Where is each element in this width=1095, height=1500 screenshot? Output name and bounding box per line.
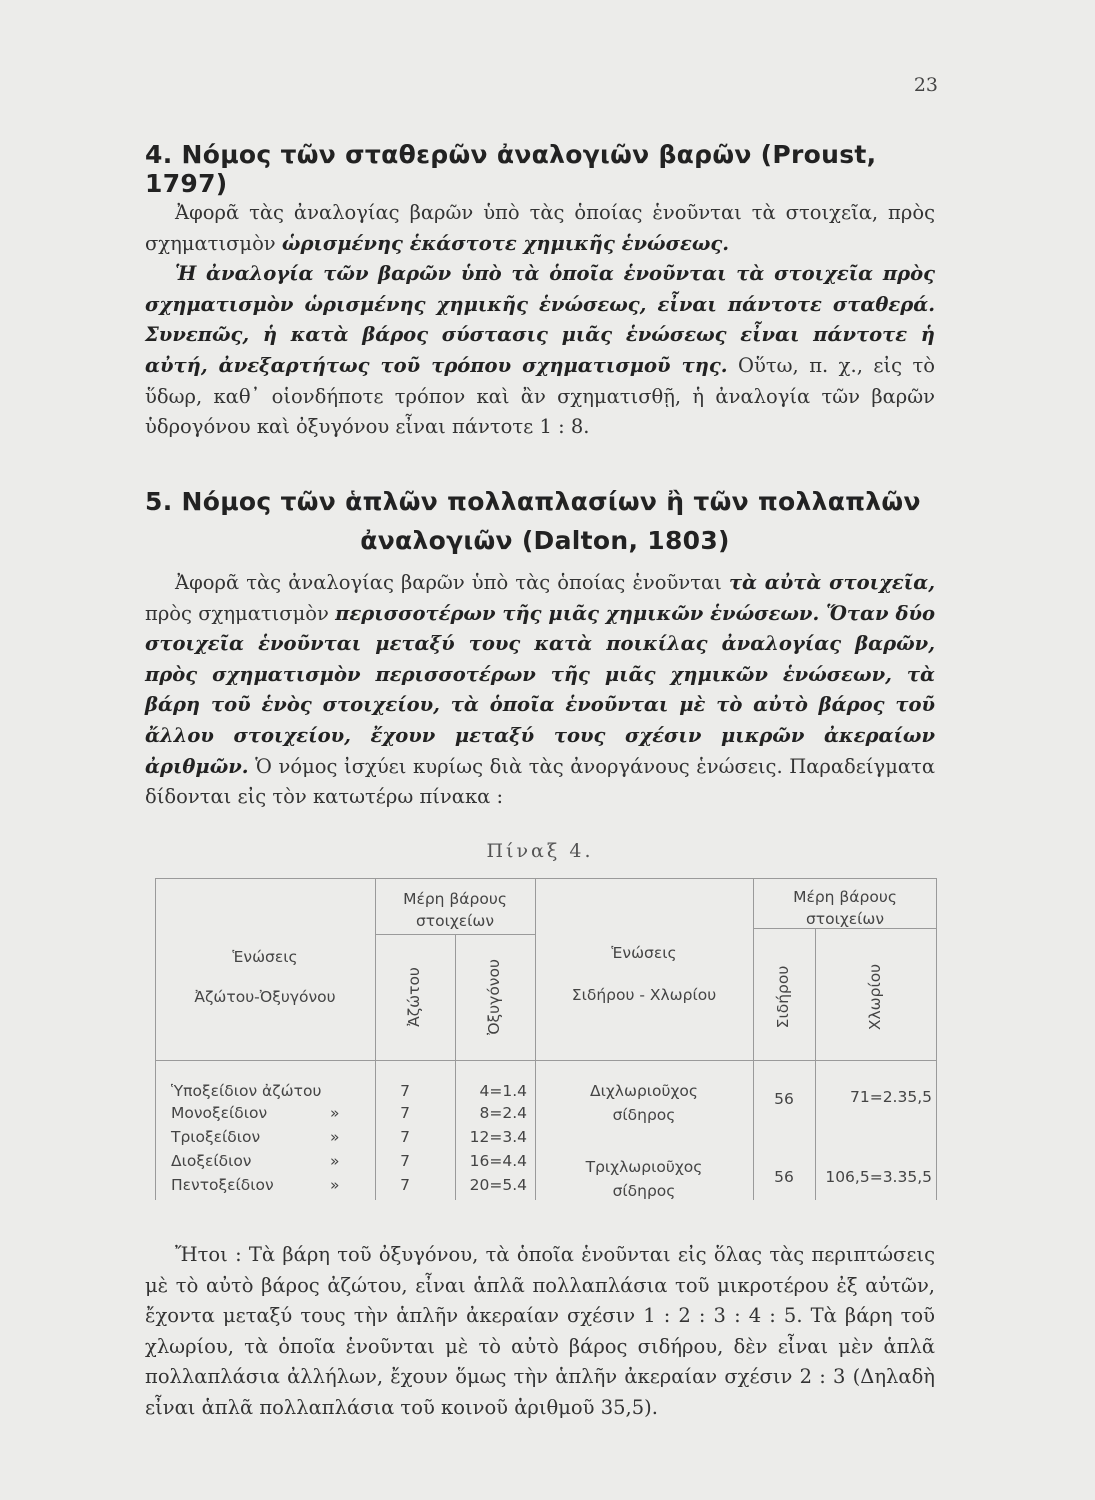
nitrogen-value: 7 bbox=[400, 1104, 410, 1122]
closing-paragraph: Ἤτοι : Τὰ βάρη τοῦ ὀξυγόνου, τὰ ὁποῖα ἑνοῦνται εἰς ὅλας τὰς περιπτώσεις μὲ τὸ αὐτὸ βάρος ἀζώτου, εἶναι ἁπλᾶ πολλαπλάσια τοῦ μικροτέρου ἐξ αὐτῶν, ἔχοντα μεταξύ τους τὴν ἁπλῆν ἀκεραίαν σχέσιν 1 : 2 : 3 : 4 : 5. Τὰ βάρη τοῦ χλωρίου, τὰ ὁποῖα ἑνοῦνται μὲ τὸ αὐτὸ βάρος σιδήρου, δὲν εἶναι μὲν ἁπλᾶ πολλαπλάσια ἀλλήλων, ἔχουν ὅμως τὴν ἁπλῆν ἀκεραίαν σχέσιν 2 : 3 (Δηλαδὴ εἶναι ἁπλᾶ πολλαπλάσια τοῦ κοινοῦ ἀριθμοῦ 35,5). bbox=[145, 1243, 935, 1419]
left-group-header: Μέρη βάρους στοιχείων bbox=[403, 890, 507, 930]
nitrogen-value: 7 bbox=[400, 1176, 410, 1194]
left-label-line2: Ἀζώτου-Ὀξυγόνου bbox=[194, 988, 336, 1006]
compound-name: Διοξείδιον bbox=[171, 1152, 252, 1170]
ditto-mark: » bbox=[330, 1152, 340, 1170]
iron-value: 56 bbox=[774, 1168, 794, 1186]
chlorine-value: 71=2.35,5 bbox=[849, 1088, 932, 1106]
oxygen-value: 4=1.4 bbox=[479, 1082, 527, 1100]
section-4-heading: 4. Νόμος τῶν σταθερῶν ἀναλογιῶν βαρῶν (Proust, 1797) bbox=[145, 140, 877, 198]
ditto-mark: » bbox=[330, 1176, 340, 1194]
chlorine-value: 106,5=3.35,5 bbox=[825, 1168, 932, 1186]
compound-name: Τριοξείδιον bbox=[171, 1128, 261, 1146]
ditto-mark: » bbox=[330, 1128, 340, 1146]
s4-text-a: Ἀφορᾶ τὰς ἀναλογίας βαρῶν ὑπὸ τὰς ὁποίας ἑνοῦνται τὰ στοιχεῖα, πρὸς σχηματισμὸν bbox=[145, 201, 935, 255]
table-divider bbox=[535, 878, 536, 1200]
col-header-nitrogen: Ἀζώτου bbox=[405, 967, 423, 1027]
compound-name: Ὑποξείδιον ἀζώτου bbox=[171, 1082, 322, 1100]
s4-text-b: ὡρισμένης ἑκάστοτε χημικῆς ἑνώσεως. bbox=[281, 231, 730, 255]
compound-name-line1: Τριχλωριοῦχος bbox=[585, 1158, 703, 1176]
compound-name-line2: σίδηρος bbox=[612, 1106, 676, 1124]
nitrogen-value: 7 bbox=[400, 1082, 410, 1100]
section-5-heading-line2: ἀναλογιῶν (Dalton, 1803) bbox=[360, 526, 730, 555]
compound-name: Μονοξείδιον bbox=[171, 1104, 268, 1122]
ditto-mark: » bbox=[330, 1104, 340, 1122]
section-5-heading-line1: 5. Νόμος τῶν ἁπλῶν πολλαπλασίων ἢ τῶν πολλαπλῶν bbox=[145, 487, 921, 516]
s5-text-b: τὰ αὐτὰ στοιχεῖα, bbox=[728, 571, 935, 594]
col-header-chlorine: Χλωρίου bbox=[866, 963, 884, 1031]
oxygen-value: 12=3.4 bbox=[469, 1128, 527, 1146]
section-5-paragraph bbox=[145, 568, 935, 813]
nitrogen-value: 7 bbox=[400, 1152, 410, 1170]
table-header-rule bbox=[155, 1060, 937, 1061]
nitrogen-value: 7 bbox=[400, 1128, 410, 1146]
right-label-line2: Σιδήρου - Χλωρίου bbox=[571, 986, 717, 1004]
right-label-line1: Ἑνώσεις bbox=[611, 944, 677, 962]
page-number: 23 bbox=[913, 74, 938, 96]
compound-name-line1: Διχλωριοῦχος bbox=[589, 1082, 699, 1100]
table-divider bbox=[815, 928, 816, 1200]
table-caption: Πίναξ 4. bbox=[486, 840, 594, 862]
col-header-oxygen: Ὀξυγόνου bbox=[485, 959, 503, 1035]
left-label-line1: Ἑνώσεις bbox=[232, 948, 298, 966]
col-header-iron: Σιδήρου bbox=[774, 965, 792, 1029]
table-4 bbox=[155, 878, 937, 1200]
compound-name: Πεντοξείδιον bbox=[171, 1176, 274, 1194]
s5-text-a: Ἀφορᾶ τὰς ἀναλογίας βαρῶν ὑπὸ τὰς ὁποίας ἑνοῦνται bbox=[175, 571, 729, 594]
s4-law-statement: Ἡ ἀναλογία τῶν βαρῶν ὑπὸ τὰ ὁποῖα ἑνοῦνται τὰ στοιχεῖα πρὸς σχηματισμὸν ὡρισμένης χημικῆς ἑνώσεως, εἶναι πάντοτε σταθερά. Συνεπῶς, ἡ κατὰ βάρος σύστασις μιᾶς ἑνώσεως εἶναι πάντοτε ἡ αὐτή, ἀνεξαρτήτως τοῦ τρόπου σχηματισμοῦ της. bbox=[145, 262, 935, 377]
oxygen-value: 16=4.4 bbox=[469, 1152, 527, 1170]
table-left-border bbox=[155, 878, 156, 1200]
s5-text-c: πρὸς σχηματισμὸν bbox=[145, 601, 336, 625]
s5-text-e: Ὁ νόμος ἰσχύει κυρίως διὰ τὰς ἀνοργάνους ἑνώσεις. Παραδείγματα δίδονται εἰς τὸν κατωτέρω πίνακα : bbox=[145, 754, 935, 809]
iron-value: 56 bbox=[774, 1090, 794, 1108]
oxygen-value: 8=2.4 bbox=[479, 1104, 527, 1122]
oxygen-value: 20=5.4 bbox=[469, 1176, 527, 1194]
s4-text-d: Οὕτω, π. χ., εἰς τὸ ὕδωρ, καθ᾽ οἱονδήποτε τρόπον καὶ ἂν σχηματισθῇ, ἡ ἀναλογία τῶν βαρῶν ὑδρογόνου καὶ ὀξυγόνου εἶναι πάντοτε 1 : 8. bbox=[145, 353, 935, 439]
section-4-paragraph bbox=[145, 198, 935, 443]
right-group-header: Μέρη βάρους στοιχείων bbox=[793, 888, 897, 928]
s5-law-statement: περισσοτέρων τῆς μιᾶς χημικῶν ἑνώσεων. Ὅταν δύο στοιχεῖα ἑνοῦνται μεταξύ τους κατὰ ποικίλας ἀναλογίας βαρῶν, πρὸς σχηματισμὸν περισσοτέρων τῆς μιᾶς χημικῶν ἑνώσεων, τὰ βάρη τοῦ ἑνὸς στοιχείου, τὰ ὁποῖα ἑνοῦνται μὲ τὸ αὐτὸ βάρος τοῦ ἄλλου στοιχείου, ἔχουν μεταξύ τους σχέσιν μικρῶν ἀκεραίων ἀριθμῶν. bbox=[145, 601, 935, 778]
compound-name-line2: σίδηρος bbox=[612, 1182, 676, 1200]
table-top-rule bbox=[155, 878, 937, 879]
